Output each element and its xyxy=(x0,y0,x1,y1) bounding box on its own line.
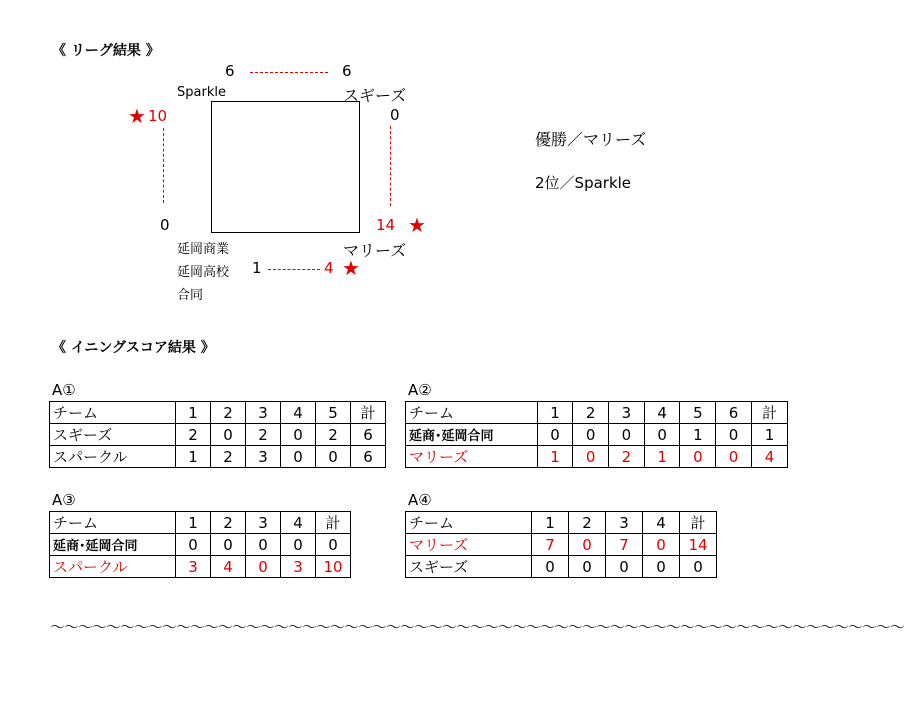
header-cell: 3 xyxy=(246,512,281,534)
header-cell: 2 xyxy=(569,512,606,534)
score-cell: 0 xyxy=(537,424,573,446)
table-header-row xyxy=(406,402,788,424)
star-icon: ★ xyxy=(342,256,360,280)
header-cell: 3 xyxy=(246,402,281,424)
score-bottom-right: 4 xyxy=(324,259,334,277)
header-cell: 3 xyxy=(609,402,645,424)
score-cell: 0 xyxy=(573,446,609,468)
score-cell: 0 xyxy=(606,556,643,578)
score-cell: 0 xyxy=(716,424,752,446)
dashed-line-bottom xyxy=(268,269,320,270)
league-square xyxy=(211,101,360,233)
header-cell: 1 xyxy=(532,512,569,534)
score-cell: 0 xyxy=(643,534,680,556)
team-sugizu: スギーズ xyxy=(343,86,407,105)
score-cell: 0 xyxy=(569,556,606,578)
footer-wavy-line: 〜〜〜〜〜〜〜〜〜〜〜〜〜〜〜〜〜〜〜〜〜〜〜〜〜〜〜〜〜〜〜〜〜〜〜〜〜〜〜〜〜〜〜〜〜〜〜〜〜〜〜〜〜〜〜〜〜〜〜〜〜 xyxy=(50,618,904,636)
score-cell: 0 xyxy=(246,534,281,556)
score-cell: 0 xyxy=(569,534,606,556)
table-row xyxy=(50,424,386,446)
score-table-a3 xyxy=(49,511,351,578)
score-cell: 0 xyxy=(644,424,680,446)
header-cell: 計 xyxy=(351,402,386,424)
team-nobeoka-line2: 延岡高校 xyxy=(177,265,230,280)
team-name-cell: スパークル xyxy=(50,556,176,578)
score-left-top: 10 xyxy=(148,107,168,125)
block-label-a1: A① xyxy=(52,381,76,399)
score-cell: 0 xyxy=(532,556,569,578)
score-cell: 2 xyxy=(211,446,246,468)
score-cell: 7 xyxy=(606,534,643,556)
header-cell: 計 xyxy=(751,402,787,424)
header-cell: 計 xyxy=(316,512,351,534)
header-cell: 4 xyxy=(644,402,680,424)
table-row xyxy=(406,446,788,468)
table-header-row xyxy=(50,512,351,534)
team-name-cell: 延商･延岡合同 xyxy=(50,534,176,556)
score-cell: 0 xyxy=(281,534,316,556)
table-row xyxy=(406,424,788,446)
dashed-line-right xyxy=(390,126,391,206)
header-cell: 6 xyxy=(716,402,752,424)
score-cell: 0 xyxy=(176,534,211,556)
header-team-cell: チーム xyxy=(50,512,176,534)
score-bottom-left: 1 xyxy=(252,259,262,277)
score-cell: 10 xyxy=(316,556,351,578)
inning-heading: 《 イニングスコア結果 》 xyxy=(52,340,215,356)
score-cell: 0 xyxy=(281,446,316,468)
score-cell: 6 xyxy=(351,446,386,468)
score-cell: 4 xyxy=(751,446,787,468)
score-cell: 0 xyxy=(316,446,351,468)
header-cell: 2 xyxy=(211,402,246,424)
score-cell: 2 xyxy=(316,424,351,446)
table-row xyxy=(406,556,717,578)
header-cell: 1 xyxy=(176,402,211,424)
score-cell: 0 xyxy=(609,424,645,446)
dashed-line-left xyxy=(163,128,164,203)
score-cell: 0 xyxy=(680,446,716,468)
block-label-a4: A④ xyxy=(408,491,432,509)
team-nobeoka-line3: 合同 xyxy=(177,288,204,303)
team-name-cell: スギーズ xyxy=(406,556,532,578)
score-cell: 4 xyxy=(211,556,246,578)
score-cell: 1 xyxy=(751,424,787,446)
score-cell: 0 xyxy=(211,534,246,556)
table-header-row xyxy=(50,402,386,424)
team-sparkle: Sparkle xyxy=(177,85,226,100)
team-name-cell: 延商･延岡合同 xyxy=(406,424,538,446)
score-cell: 0 xyxy=(573,424,609,446)
team-nobeoka-line1: 延岡商業 xyxy=(177,242,230,257)
score-cell: 0 xyxy=(211,424,246,446)
score-cell: 0 xyxy=(680,556,717,578)
score-top-left: 6 xyxy=(225,62,235,80)
header-cell: 4 xyxy=(643,512,680,534)
team-name-cell: マリーズ xyxy=(406,534,532,556)
table-row xyxy=(50,534,351,556)
score-cell: 3 xyxy=(281,556,316,578)
header-team-cell: チーム xyxy=(50,402,176,424)
block-label-a2: A② xyxy=(408,381,432,399)
header-cell: 4 xyxy=(281,512,316,534)
score-cell: 6 xyxy=(351,424,386,446)
header-cell: 1 xyxy=(176,512,211,534)
score-cell: 0 xyxy=(643,556,680,578)
score-right-top: 0 xyxy=(390,106,400,124)
table-header-row xyxy=(406,512,717,534)
result-second: 2位／Sparkle xyxy=(535,174,632,192)
score-left-bottom: 0 xyxy=(160,216,170,234)
score-table-a2 xyxy=(405,401,788,468)
score-cell: 0 xyxy=(246,556,281,578)
header-cell: 5 xyxy=(680,402,716,424)
result-winner: 優勝／マリーズ xyxy=(535,130,647,149)
table-row xyxy=(50,556,351,578)
header-cell: 2 xyxy=(211,512,246,534)
star-icon: ★ xyxy=(408,213,426,237)
score-cell: 3 xyxy=(176,556,211,578)
team-name-cell: スギーズ xyxy=(50,424,176,446)
score-cell: 14 xyxy=(680,534,717,556)
score-cell: 2 xyxy=(609,446,645,468)
team-name-cell: スパークル xyxy=(50,446,176,468)
score-cell: 1 xyxy=(644,446,680,468)
table-row xyxy=(406,534,717,556)
header-cell: 4 xyxy=(281,402,316,424)
header-team-cell: チーム xyxy=(406,512,532,534)
score-cell: 7 xyxy=(532,534,569,556)
score-cell: 0 xyxy=(316,534,351,556)
score-cell: 0 xyxy=(716,446,752,468)
table-row xyxy=(50,446,386,468)
league-heading: 《 リーグ結果 》 xyxy=(52,43,160,59)
header-cell: 5 xyxy=(316,402,351,424)
score-cell: 1 xyxy=(537,446,573,468)
team-mariizu: マリーズ xyxy=(343,241,407,260)
score-cell: 0 xyxy=(281,424,316,446)
header-cell: 1 xyxy=(537,402,573,424)
score-cell: 1 xyxy=(176,446,211,468)
score-right-bottom: 14 xyxy=(376,216,396,234)
dashed-line-top xyxy=(250,72,328,73)
score-table-a4 xyxy=(405,511,717,578)
header-cell: 計 xyxy=(680,512,717,534)
block-label-a3: A③ xyxy=(52,491,76,509)
score-cell: 2 xyxy=(246,424,281,446)
score-cell: 2 xyxy=(176,424,211,446)
score-cell: 3 xyxy=(246,446,281,468)
score-top-right: 6 xyxy=(342,62,352,80)
star-icon: ★ xyxy=(128,104,146,128)
team-name-cell: マリーズ xyxy=(406,446,538,468)
score-table-a1 xyxy=(49,401,386,468)
header-cell: 3 xyxy=(606,512,643,534)
score-cell: 1 xyxy=(680,424,716,446)
header-cell: 2 xyxy=(573,402,609,424)
header-team-cell: チーム xyxy=(406,402,538,424)
